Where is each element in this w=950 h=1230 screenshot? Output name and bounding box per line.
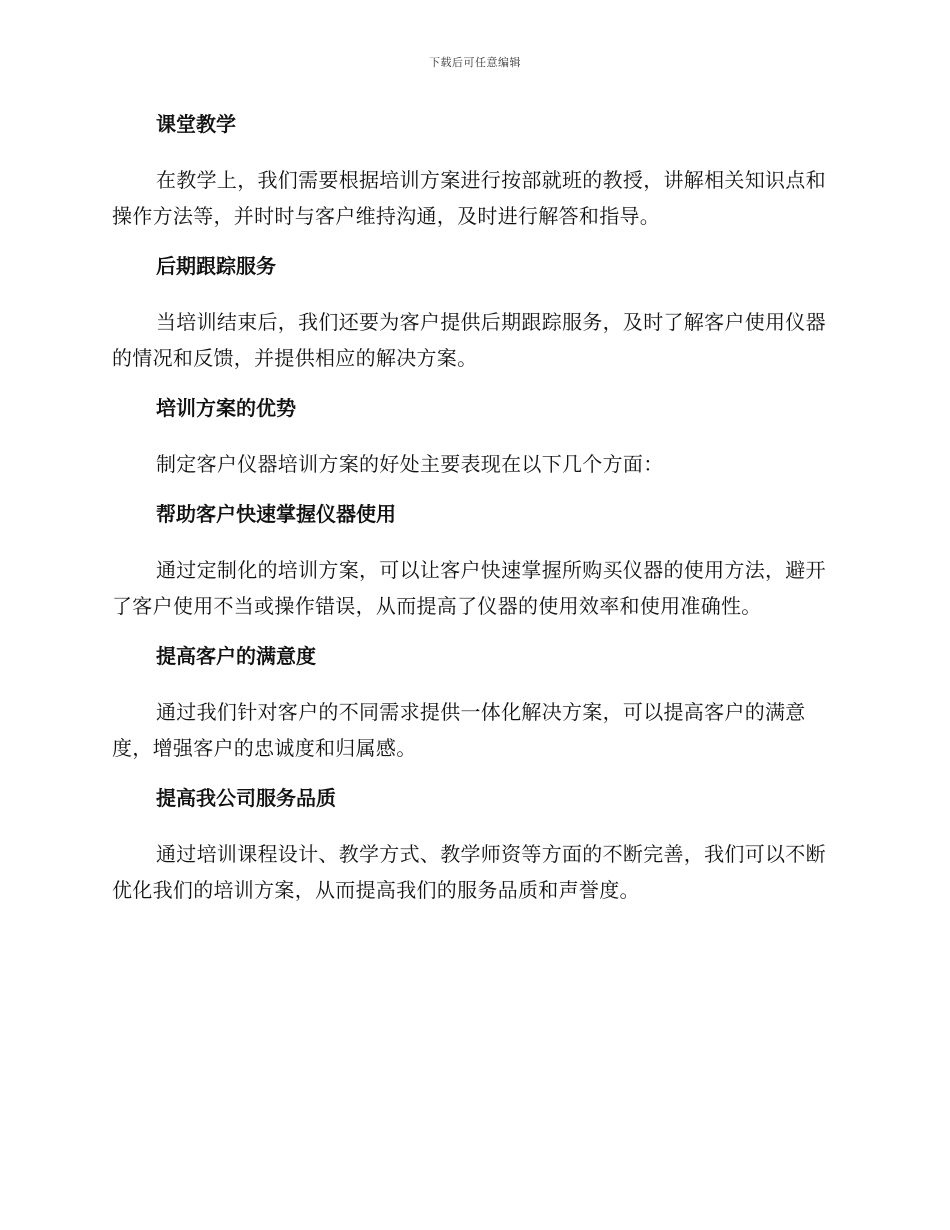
paragraph-plan-advantages: 制定客户仪器培训方案的好处主要表现在以下几个方面：	[156, 452, 664, 476]
section-heading-follow-up-service: 后期跟踪服务	[156, 254, 276, 278]
section-heading-master-instrument: 帮助客户快速掌握仪器使用	[156, 502, 396, 526]
paragraph-customer-satisfaction: 通过我们针对客户的不同需求提供一体化解决方案，可以提高客户的满意度，增强客户的忠诚度和归属感。	[112, 700, 806, 760]
section-heading-service-quality: 提高我公司服务品质	[156, 786, 336, 810]
paragraph-master-instrument: 通过定制化的培训方案，可以让客户快速掌握所购买仪器的使用方法，避开了客户使用不当或操作错误，从而提高了仪器的使用效率和使用准确性。	[112, 558, 826, 618]
paragraph-follow-up-service: 当培训结束后，我们还要为客户提供后期跟踪服务，及时了解客户使用仪器的情况和反馈，并提供相应的解决方案。	[112, 310, 826, 370]
paragraph-classroom-teaching: 在教学上，我们需要根据培训方案进行按部就班的教授，讲解相关知识点和操作方法等，并时时与客户维持沟通，及时进行解答和指导。	[112, 168, 826, 228]
page-header: 下载后可任意编辑	[429, 56, 521, 69]
document-body	[112, 108, 832, 924]
paragraph-service-quality: 通过培训课程设计、教学方式、教学师资等方面的不断完善，我们可以不断优化我们的培训方案，从而提高我们的服务品质和声誉度。	[112, 842, 826, 902]
section-heading-classroom-teaching: 课堂教学	[156, 112, 236, 136]
section-heading-plan-advantages: 培训方案的优势	[156, 396, 296, 420]
section-heading-customer-satisfaction: 提高客户的满意度	[156, 644, 316, 668]
